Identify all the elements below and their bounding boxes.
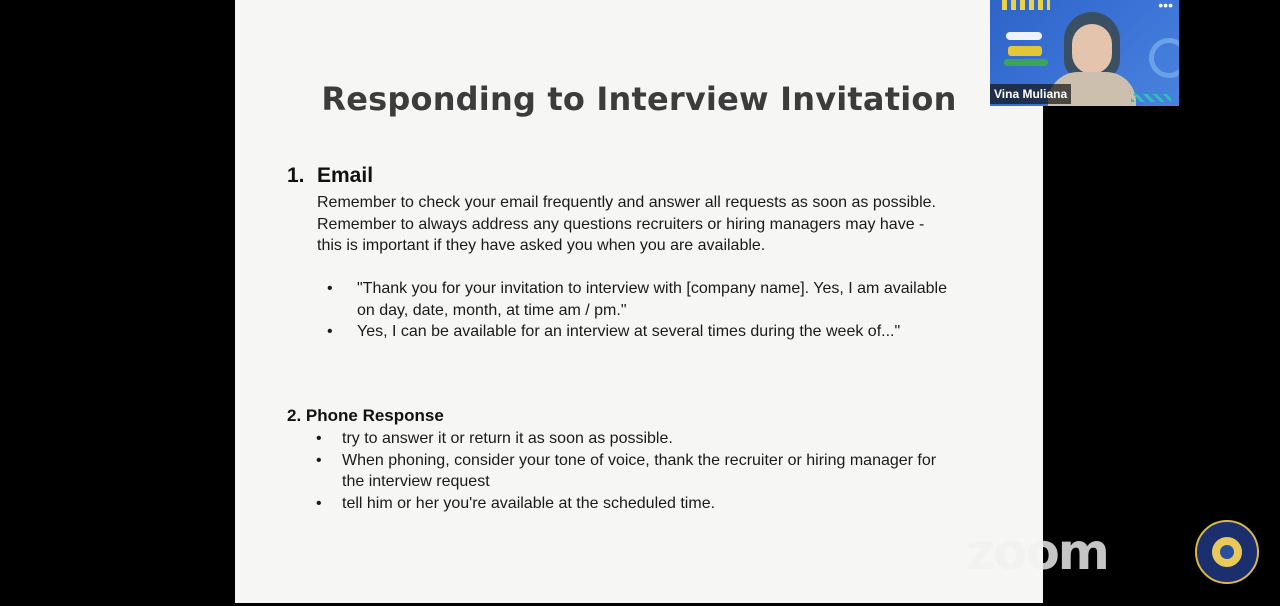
participant-video-tile[interactable] xyxy=(990,0,1179,106)
slide-title: Responding to Interview Invitation xyxy=(321,80,957,118)
list-item-text: try to answer it or return it as soon as possible. xyxy=(342,430,673,447)
background-pattern xyxy=(1002,0,1050,10)
bullet-icon: • xyxy=(327,323,333,340)
more-options-icon[interactable]: ••• xyxy=(1158,0,1173,13)
email-heading-text: Email xyxy=(317,164,374,187)
phone-section-heading: 2. Phone Response xyxy=(287,406,444,425)
participant-name-label: Vina Muliana xyxy=(990,84,1071,104)
zoom-watermark: zoom xyxy=(966,523,1108,581)
list-item-text: tell him or her you're available at the scheduled time. xyxy=(342,494,716,512)
bullet-icon: • xyxy=(316,451,322,469)
email-section-number: 1. xyxy=(287,164,305,187)
background-decoration xyxy=(1131,94,1171,102)
email-paragraph: Remember to check your email frequently and answer all requests as soon as possible. Remember to always address any questions recruiters or hiring managers may have - this is important if they have asked you when you are available. xyxy=(317,194,936,254)
email-section-heading xyxy=(287,164,373,188)
list-item-text: When phoning, consider your tone of voice, thank the recruiter or hiring manager for the interview request xyxy=(342,451,937,490)
phone-bullet-list xyxy=(316,428,942,514)
list-item-text: Yes, I can be available for an interview at several times during the week of..." xyxy=(357,323,901,340)
list-item xyxy=(316,493,942,515)
presentation-slide xyxy=(235,0,1043,603)
bullet-icon: • xyxy=(316,430,322,447)
background-decoration xyxy=(1149,38,1179,78)
list-item xyxy=(316,450,942,493)
university-seal-icon xyxy=(1195,520,1259,584)
background-banner xyxy=(994,26,1054,70)
email-bullet-list xyxy=(327,278,957,343)
list-item xyxy=(327,278,957,321)
bullet-icon: • xyxy=(327,280,333,297)
list-item xyxy=(316,428,942,450)
bullet-icon: • xyxy=(316,494,322,512)
list-item xyxy=(327,321,957,343)
list-item-text: "Thank you for your invitation to interview with [company name]. Yes, I am available on day, date, month, at time am / pm." xyxy=(357,280,947,319)
